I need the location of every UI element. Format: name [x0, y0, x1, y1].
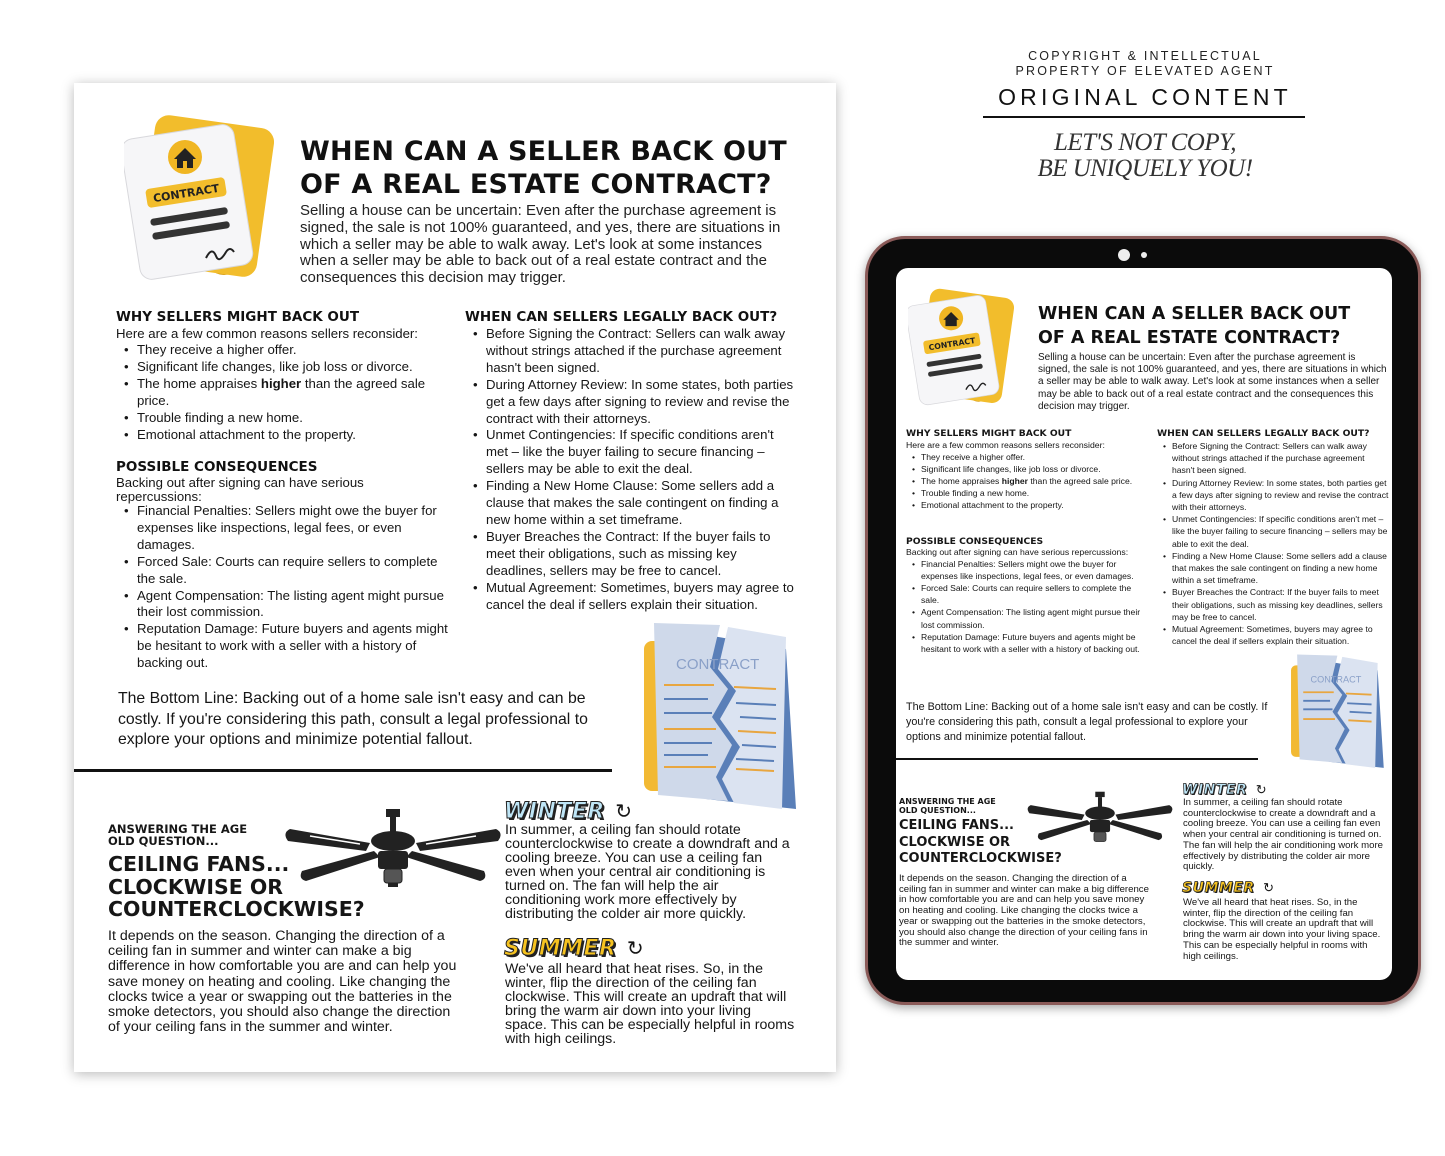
winter-text: In summer, a ceiling fan should rotate counterclockwise to create a downdraft and a cooling breeze. You can use a ceiling fan even when your central air conditioning is turned on. The fan will help the air conditioning work more effectively by distributing the colder air more quickly. — [1183, 797, 1383, 873]
fans-title: CEILING FANS... CLOCKWISE OR COUNTERCLOCKWISE? — [108, 852, 365, 921]
legal-section: WHEN CAN SELLERS LEGALLY BACK OUT? • Before Signing the Contract: Sellers can walk away without strings attached if the purchase agreement hasn't been signed. • During Attorney Review: In some states, both parties get a few days after signing to review and revise the contract with their attorneys. • Unmet Contingencies: If specific conditions aren't met – like the buyer failing to secure financing – sellers may be able to exit the deal. • Finding a New Home Clause: Some sellers add a clause that makes the sale contingent on finding a new home within a set timeframe. • Buyer Breaches the Contract: If the buyer fails to meet their obligations, such as missing key deadlines, sellers may be free to cancel. • Mutual Agreement: Sometimes, buyers may agree to cancel the deal if sellers explain their situation. — [1157, 428, 1389, 647]
summer-text: We've all heard that heat rises. So, in the winter, flip the direction of the ceiling fan clockwise. This will create an updraft that will bring the warm air down into your living space. This can be especially helpful in rooms with high ceilings. — [505, 961, 795, 1047]
list-item: • The home appraises higher than the agreed sale price. — [116, 376, 456, 410]
list-item: • Financial Penalties: Sellers might owe the buyer for expenses like inspections, legal fees, or even damages. — [116, 503, 452, 554]
torn-contract-icon — [636, 619, 806, 819]
consequences-heading: POSSIBLE CONSEQUENCES — [116, 459, 318, 475]
list-item: • Forced Sale: Courts can require sellers to complete the sale. — [906, 582, 1148, 606]
article-intro: Selling a house can be uncertain: Even after the purchase agreement is signed, the sale is not 100% guaranteed, and yes, there are situations in which a seller may be able to walk away. Let's look at some instances when a seller may be able to back out of a real estate contract and the consequences this decision may trigger. — [1038, 352, 1387, 412]
rotate-clockwise-icon: ↻ — [626, 938, 644, 960]
camera-icon — [1118, 249, 1130, 261]
why-list — [116, 342, 456, 443]
consequences-list — [116, 503, 452, 672]
original-content-heading: ORIGINAL CONTENT — [998, 84, 1292, 110]
consequences-section: POSSIBLE CONSEQUENCES Backing out after signing can have serious repercussions: • Financial Penalties: Sellers might owe the buyer for expenses like inspections, legal fees, or even damages. • Forced Sale: Courts can require sellers to complete the sale. • Agent Compensation: The listing agent might pursue their lost commission. • Reputation Damage: Future buyers and agents might be hesitant to work with a seller with a history of backing out. — [906, 536, 1148, 655]
list-item: • They receive a higher offer. — [906, 451, 1146, 463]
list-item: • Unmet Contingencies: If specific conditions aren't met – like the buyer failing to secure financing – sellers may be able to exit the deal. — [1157, 513, 1389, 550]
why-lead: Here are a few common reasons sellers reconsider: — [116, 326, 418, 341]
list-item: • Mutual Agreement: Sometimes, buyers may agree to cancel the deal if sellers explain their situation. — [1157, 623, 1389, 647]
bottom-line: The Bottom Line: Backing out of a home sale isn't easy and can be costly. If you're considering this path, consult a legal professional to explore your options and minimize potential fallout. — [118, 690, 588, 749]
contract-icon — [124, 113, 274, 285]
article-title: WHEN CAN A SELLER BACK OUT OF A REAL ESTATE CONTRACT? — [300, 136, 787, 200]
rotate-counterclockwise-icon: ↻ — [1255, 782, 1267, 797]
list-item: • Unmet Contingencies: If specific conditions aren't met – like the buyer failing to secure financing – sellers may be able to exit the deal. — [465, 427, 795, 478]
list-item: • Significant life changes, like job loss or divorce. — [906, 463, 1146, 475]
tablet-screen — [896, 268, 1392, 980]
why-sellers-section — [116, 309, 456, 443]
list-item: • Financial Penalties: Sellers might owe the buyer for expenses like inspections, legal fees, or even damages. — [906, 558, 1148, 582]
ceiling-fan-icon — [280, 807, 506, 907]
article-intro: Selling a house can be uncertain: Even after the purchase agreement is signed, the sale is not 100% guaranteed, and yes, there are situations in which a seller may be able to walk away. Let's look at some instances when a seller may be able to back out of a real estate contract and the consequences this decision may trigger. — [300, 202, 781, 287]
list-item: • They receive a higher offer. — [116, 342, 456, 359]
article-title: WHEN CAN A SELLER BACK OUT OF A REAL ESTATE CONTRACT? — [1038, 304, 1351, 348]
brand-divider — [983, 116, 1305, 118]
list-item: • Agent Compensation: The listing agent might pursue their lost commission. — [906, 606, 1148, 630]
section-divider — [896, 758, 1258, 760]
list-item: • Reputation Damage: Future buyers and agents might be hesitant to work with a seller with a history of backing out. — [116, 621, 452, 672]
list-item: • Buyer Breaches the Contract: If the buyer fails to meet their obligations, such as missing key deadlines, sellers may be free to cancel. — [465, 529, 795, 580]
copyright-line-1: COPYRIGHT & INTELLECTUAL — [1028, 49, 1262, 63]
svg-text:CONTRACT: CONTRACT — [152, 181, 221, 206]
svg-text:CONTRACT: CONTRACT — [676, 656, 760, 673]
list-item: • Finding a New Home Clause: Some sellers add a clause that makes the sale contingent on finding a new home within a set timeframe. — [1157, 550, 1389, 587]
list-item: • Buyer Breaches the Contract: If the buyer fails to meet their obligations, such as missing key deadlines, sellers may be free to cancel. — [1157, 586, 1389, 623]
rotate-counterclockwise-icon: ↻ — [615, 801, 633, 823]
why-sellers-section: WHY SELLERS MIGHT BACK OUT Here are a few common reasons sellers reconsider: • They receive a higher offer. • Significant life changes, like job loss or divorce. • The home appraises higher than the agreed sale price. • Trouble finding a new home. • Emotional attachment to the property. — [906, 428, 1146, 512]
list-item: • Before Signing the Contract: Sellers can walk away without strings attached if the purchase agreement hasn't been signed. — [465, 326, 795, 377]
section-divider — [74, 769, 612, 772]
consequences-section — [116, 459, 452, 672]
house-icon — [168, 140, 202, 174]
copyright-line-2: PROPERTY OF ELEVATED AGENT — [1015, 64, 1275, 78]
ceiling-fan-icon — [1024, 790, 1176, 858]
list-item: • The home appraises higher than the agreed sale price. — [906, 475, 1146, 487]
list-item: • Before Signing the Contract: Sellers can walk away without strings attached if the purchase agreement hasn't been signed. — [1157, 440, 1389, 477]
legal-list — [465, 326, 795, 613]
list-item: • Mutual Agreement: Sometimes, buyers may agree to cancel the deal if sellers explain their situation. — [465, 580, 795, 614]
summer-label: SUMMER — [504, 936, 617, 961]
list-item: • Finding a New Home Clause: Some sellers add a clause that makes the sale contingent on finding a new home within a set timeframe. — [465, 478, 795, 529]
tablet-mockup — [865, 236, 1421, 1005]
rotate-clockwise-icon: ↻ — [1263, 880, 1275, 895]
summer-text: We've all heard that heat rises. So, in the winter, flip the direction of the ceiling fan clockwise. This will create an updraft that will bring the warm air down into your living space. This can be especially helpful in rooms with high ceilings. — [1183, 897, 1381, 962]
list-item: • Emotional attachment to the property. — [116, 427, 456, 444]
winter-heading — [1182, 781, 1382, 797]
list-item: • Emotional attachment to the property. — [906, 499, 1146, 511]
torn-contract-icon — [1286, 652, 1390, 774]
list-item: • Trouble finding a new home. — [116, 410, 456, 427]
winter-label: WINTER — [1182, 782, 1248, 798]
summer-heading — [504, 936, 804, 960]
svg-text:CONTRACT: CONTRACT — [928, 335, 976, 353]
why-heading: WHY SELLERS MIGHT BACK OUT — [116, 309, 360, 325]
svg-text:CONTRACT: CONTRACT — [1310, 674, 1362, 685]
tagline-line-1: LET'S NOT COPY, — [1054, 129, 1236, 156]
list-item: • Forced Sale: Courts can require sellers to complete the sale. — [116, 554, 452, 588]
list-item: • Agent Compensation: The listing agent might pursue their lost commission. — [116, 588, 452, 622]
bottom-line: The Bottom Line: Backing out of a home sale isn't easy and can be costly. If you're considering this path, consult a legal professional to explore your options and minimize potential fallout. — [906, 701, 1268, 743]
tagline-line-2: BE UNIQUELY YOU! — [1037, 155, 1253, 182]
flyer-page — [74, 83, 836, 1072]
fans-body: It depends on the season. Changing the direction of a ceiling fan in summer and winter can make a big difference in how comfortable you are and can help you save money on heating and cooling. Like changing the clocks twice a year or swapping out the batteries in the smoke detectors, you should also change the direction of your ceiling fans in the summer and winter. — [899, 873, 1149, 949]
summer-label: SUMMER — [1182, 880, 1255, 896]
winter-text: In summer, a ceiling fan should rotate counterclockwise to create a downdraft and a cooling breeze. You can use a ceiling fan even when your central air conditioning is turned on. The fan will help the air conditioning work more effectively by distributing the colder air more quickly. — [505, 822, 790, 922]
list-item: • Significant life changes, like job loss or divorce. — [116, 359, 456, 376]
sensor-icon — [1141, 252, 1147, 258]
winter-heading — [504, 799, 804, 823]
list-item: • Trouble finding a new home. — [906, 487, 1146, 499]
legal-heading: WHEN CAN SELLERS LEGALLY BACK OUT? — [465, 309, 778, 325]
winter-label: WINTER — [504, 799, 605, 824]
list-item: • Reputation Damage: Future buyers and agents might be hesitant to work with a seller with a history of backing out. — [906, 631, 1148, 655]
consequences-lead: Backing out after signing can have serious repercussions: — [116, 475, 364, 504]
fans-body: It depends on the season. Changing the direction of a ceiling fan in summer and winter can make a big difference in how comfortable you are and can help you save money on heating and cooling. Like changing the clocks twice a year or swapping out the batteries in the smoke detectors, you should also change the direction of your ceiling fans in the summer and winter. — [108, 928, 457, 1036]
list-item: • During Attorney Review: In some states, both parties get a few days after signing to review and revise the contract with their attorneys. — [465, 377, 795, 428]
fans-title: CEILING FANS... CLOCKWISE OR COUNTERCLOCKWISE? — [899, 818, 1062, 866]
contract-icon — [908, 286, 1014, 410]
fans-kicker: ANSWERING THE AGE OLD QUESTION... — [108, 822, 248, 848]
legal-section — [465, 309, 795, 613]
list-item: • During Attorney Review: In some states, both parties get a few days after signing to review and revise the contract with their attorneys. — [1157, 477, 1389, 514]
summer-heading — [1182, 879, 1382, 895]
fans-kicker: ANSWERING THE AGE OLD QUESTION... — [899, 797, 996, 815]
